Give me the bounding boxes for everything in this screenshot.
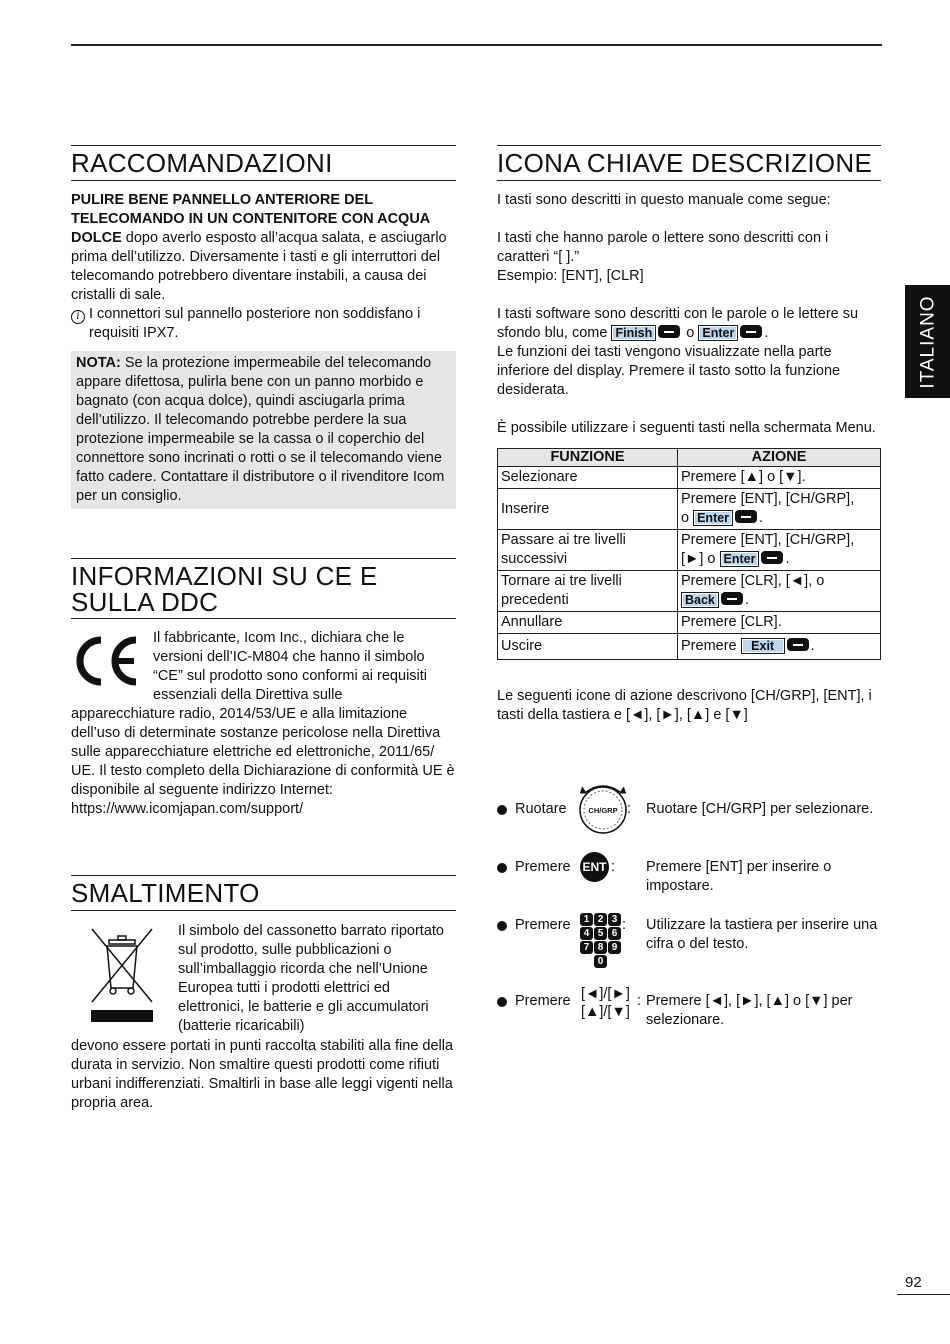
softkeys-function-text: Le funzioni dei tasti vengono visualizzate nella parte inferiore del display. Premere il tasto sotto la funzione desiderata. <box>497 344 841 398</box>
raccomandazioni-text <box>71 191 456 305</box>
table-cell-azione: Premere [ENT], [CH/GRP], [►] o Enter . <box>678 530 881 571</box>
softkey-button-icon <box>761 551 783 564</box>
ce-url: https://www.icomjapan.com/support/ <box>71 801 304 817</box>
softkey-button-icon <box>735 510 757 523</box>
table-row <box>498 612 881 634</box>
keys-brackets-text: I tasti che hanno parole o lettere sono descritti con i caratteri “[ ].” <box>497 230 829 265</box>
nota-text: Se la protezione impermeabile del telecomando appare difettosa, pulirla bene con un panno morbido e bagnato (con acqua dolce), quindi asciugarla prima dell’utilizzo. Il telecomando potrebbe perdere la sua protezione impermeabile se la cassa o il coperchio del connettore sono incrinati o rotti o se il telecomando viene fatto cadere. Contattare il distributore o il rivenditore Icom per un consiglio. <box>76 355 445 504</box>
table-row <box>498 467 881 489</box>
softkey-back: Back <box>681 592 719 608</box>
table-row <box>498 489 881 530</box>
table-cell-azione: Premere [▲] o [▼]. <box>678 467 881 489</box>
icon-colon: : <box>611 859 616 875</box>
ce-heading-line1: INFORMAZIONI SU CE E <box>71 561 378 591</box>
icons-intro: Le seguenti icone di azione descrivono [CH/GRP], [ENT], i tasti della tastiera e [◄], [►], [▲] e [▼] <box>497 688 872 723</box>
icon-desc-ent: Premere [ENT] per inserire o impostare. <box>646 859 832 894</box>
raccomandazioni-heading: RACCOMANDAZIONI <box>71 145 456 181</box>
smaltimento-heading: SMALTIMENTO <box>71 875 456 911</box>
keys-example: Esempio: [ENT], [CLR] <box>497 268 644 284</box>
table-cell-funzione: Uscire <box>498 634 678 660</box>
ce-wrap-block <box>71 629 456 705</box>
section-smaltimento <box>71 875 456 1113</box>
bullet <box>497 921 507 931</box>
table-cell-funzione: Selezionare <box>498 467 678 489</box>
table-row <box>498 634 881 660</box>
keypad-icon: 1 2 3 4 5 6 7 8 9 0 <box>580 913 624 967</box>
section-ce <box>71 558 456 819</box>
table-cell-funzione: Annullare <box>498 612 678 634</box>
nota-label: NOTA: <box>76 355 121 371</box>
ce-heading-line2: SULLA DDC <box>71 587 219 617</box>
table-cell-azione: Premere [ENT], [CH/GRP], o Enter . <box>678 489 881 530</box>
softkey-enter: Enter <box>720 551 760 567</box>
ce-mark-icon <box>71 635 141 687</box>
softkeys-text: I tasti software sono descritti con le parole o le lettere su sfondo blu, come Finish o Enter . <box>497 306 859 341</box>
ce-text: apparecchiature radio, 2014/53/UE e alla limitazione dell’uso di determinate sostanze pericolose nella Direttiva sulle apparecchiature elettriche ed elettroniche, 2011/65/ UE. Il testo completo della Dichiarazione di conformità UE è disponibile al seguente indirizzo Internet: <box>71 706 455 798</box>
language-tab <box>905 285 950 398</box>
bullet <box>497 997 507 1007</box>
table-cell-funzione: Tornare ai tre livelli precedenti <box>498 571 678 612</box>
table-header-azione: AZIONE <box>678 449 881 467</box>
smaltimento-text-wrap: Il simbolo del cassonetto barrato riportato sul prodotto, sulle pubblicazioni o sull’imballaggio ricorda che nell’Unione Europea tutti i prodotti elettrici ed elettronici, le batterie e gli accumulatori (batterie ricaricabili) <box>178 923 444 1034</box>
section-raccomandazioni <box>71 145 456 509</box>
softkey-enter: Enter <box>693 510 733 526</box>
icon-verb-rotate: Ruotare <box>515 801 567 817</box>
table-header-funzione: FUNZIONE <box>498 449 678 467</box>
page-number: 92 <box>905 1274 922 1291</box>
icona-chiave-heading: ICONA CHIAVE DESCRIZIONE <box>497 145 881 181</box>
softkey-exit: Exit <box>741 638 785 654</box>
icon-row-ent <box>497 852 881 896</box>
softkey-enter: Enter <box>698 325 738 341</box>
raccomandazioni-bold-lead: PULIRE BENE PANNELLO ANTERIORE DEL TELECOMANDO IN UN CONTENITORE CON ACQUA DOLCE <box>71 192 430 246</box>
arrow-keys-line1: [◄]/[►] <box>581 986 630 1002</box>
arrow-keys-line2: [▲]/[▼] <box>581 1004 630 1020</box>
smaltimento-text: devono essere portati in punti raccolta stabiliti alla fine della durata in servizio. Non smaltire questi prodotti come rifiuti urbani indifferenziati. Smaltirli in base alle leggi vigenti nella propria area. <box>71 1038 454 1111</box>
keys-intro: I tasti sono descritti in questo manuale come segue: <box>497 192 831 208</box>
icon-row-keypad <box>497 912 881 968</box>
softkey-finish: Finish <box>611 325 656 341</box>
knob-label: CH/GRP <box>588 806 618 815</box>
arrow-keys-label <box>581 985 630 1021</box>
table-row <box>498 530 881 571</box>
icon-desc-rotate: Ruotare [CH/GRP] per selezionare. <box>646 801 874 817</box>
icon-colon: : <box>627 801 632 817</box>
softkey-button-icon <box>658 325 680 338</box>
rotary-knob-icon <box>572 778 634 838</box>
ce-text-wrap: Il fabbricante, Icom Inc., dichiara che le versioni dell’IC-M804 che hanno il simbolo “CE” sul prodotto sono conformi ai requisiti essenziali della Direttiva sulle <box>153 630 428 703</box>
ce-heading <box>71 558 456 619</box>
icon-verb-ent: Premere <box>515 859 571 875</box>
nota-box <box>71 351 456 509</box>
page-number-rule <box>897 1294 950 1295</box>
info-icon: i <box>71 310 85 324</box>
softkey-button-icon <box>721 592 743 605</box>
icon-desc-arrows: Premere [◄], [►], [▲] o [▼] per selezionare. <box>646 993 853 1028</box>
icon-verb-arrows: Premere <box>515 993 571 1009</box>
table-cell-funzione: Inserire <box>498 489 678 530</box>
table-cell-azione: Premere [CLR]. <box>678 612 881 634</box>
ent-key-icon: ENT <box>580 852 609 882</box>
icon-colon: : <box>622 917 627 933</box>
bullet <box>497 863 507 873</box>
table-cell-azione: Premere [CLR], [◄], o Back . <box>678 571 881 612</box>
smaltimento-wrap-block <box>71 922 456 1037</box>
table-cell-funzione: Passare ai tre livelli successivi <box>498 530 678 571</box>
icon-colon: : <box>637 993 642 1009</box>
table-row <box>498 571 881 612</box>
softkey-button-icon <box>740 325 762 338</box>
icon-row-rotate <box>497 778 881 848</box>
icon-row-arrows <box>497 985 881 1031</box>
raccomandazioni-body: dopo averlo esposto all’acqua salata, e asciugarlo prima dell’utilizzo. Diversamente i tasti e gli interruttori del telecomando potrebbero diventare instabili, a causa dei cristalli di sale. <box>71 230 447 303</box>
info-text: I connettori sul pannello posteriore non soddisfano i requisiti IPX7. <box>89 306 421 341</box>
softkey-button-icon <box>787 638 809 651</box>
icon-desc-keypad: Utilizzare la tastiera per inserire una cifra o del testo. <box>646 917 878 952</box>
table-header-row <box>498 449 881 467</box>
table-cell-azione: Premere Exit . <box>678 634 881 660</box>
menu-keys-text: È possibile utilizzare i seguenti tasti nella schermata Menu. <box>497 420 876 436</box>
language-tab-label: ITALIANO <box>917 294 938 389</box>
icon-verb-keypad: Premere <box>515 917 571 933</box>
top-rule <box>71 44 882 46</box>
section-icona-chiave <box>497 145 881 725</box>
crossed-bin-icon <box>89 926 155 1026</box>
function-table <box>497 448 881 660</box>
info-note <box>71 305 456 343</box>
bullet <box>497 805 507 815</box>
